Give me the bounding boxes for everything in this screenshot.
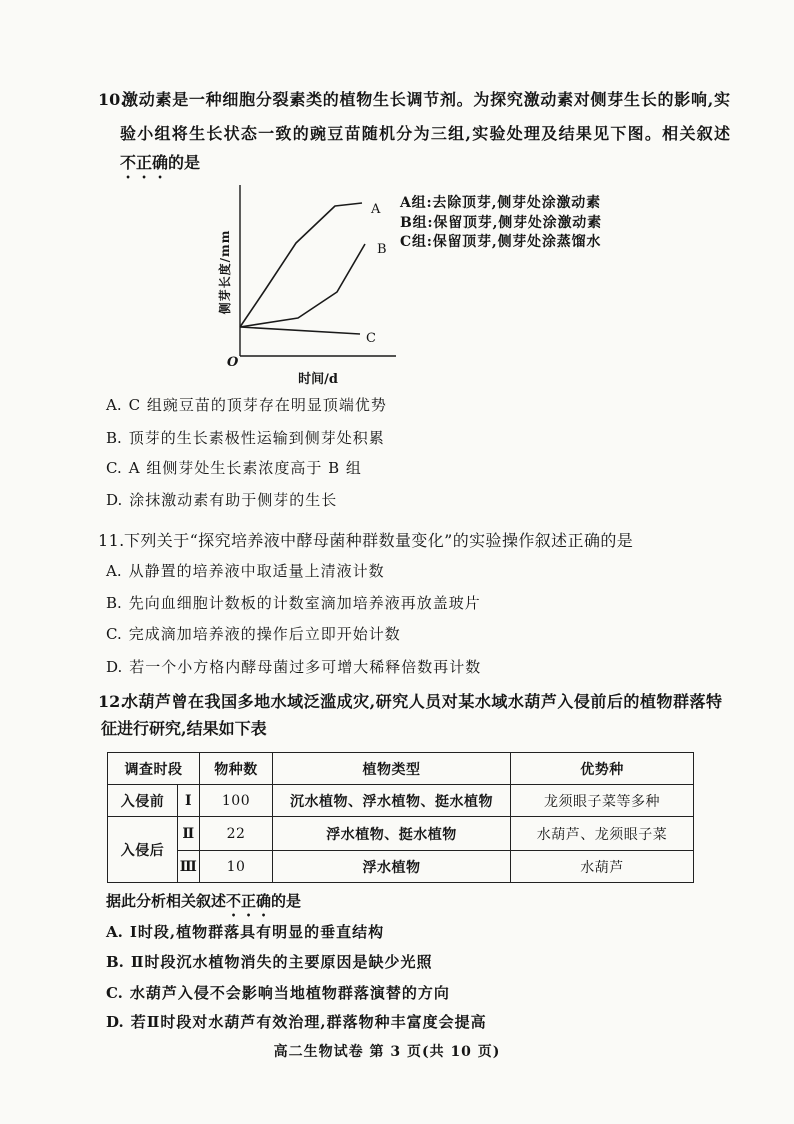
- q10-option-c: [106, 458, 362, 478]
- option-label: C.: [106, 625, 122, 643]
- q10-option-b: [106, 428, 385, 448]
- option-text: Ⅱ时段沉水植物消失的主要原因是缺少光照: [130, 953, 433, 971]
- legend-group-c: C组:保留顶芽,侧芽处涂蒸馏水: [400, 234, 602, 250]
- option-label: B.: [106, 429, 122, 447]
- cell-phase: Ⅱ: [178, 817, 200, 851]
- option-text: C 组豌豆苗的顶芽存在明显顶端优势: [128, 396, 387, 414]
- option-text: 若Ⅱ时段对水葫芦有效治理,群落物种丰富度会提高: [130, 1013, 487, 1031]
- q11-stem: 下列关于“探究培养液中酵母菌种群数量变化”的实验操作叙述正确的是: [124, 531, 634, 550]
- option-text: 涂抹激动素有助于侧芽的生长: [129, 491, 338, 509]
- plant-community-table: [107, 752, 694, 883]
- option-label: A.: [106, 562, 122, 580]
- q12-emphasis-text: 不正确: [226, 892, 272, 910]
- header-dominant-species: 优势种: [511, 753, 694, 785]
- q10-option-d: [106, 490, 337, 510]
- option-label: A.: [106, 923, 123, 941]
- option-text: A 组侧芽处生长素浓度高于 B 组: [128, 459, 362, 477]
- q12-option-d: [106, 1012, 487, 1032]
- cell-plant-types: 沉水植物、浮水植物、挺水植物: [273, 785, 511, 817]
- cell-species-count: 10: [200, 851, 273, 883]
- q10-stem-line-1: 激动素是一种细胞分裂素类的植物生长调节剂。为探究激动素对侧芽生长的影响,实: [122, 90, 730, 109]
- option-label: D.: [106, 491, 123, 509]
- q10-stem-tail: 的是: [168, 153, 201, 172]
- legend-group-a: A组:去除顶芽,侧芽处涂激动素: [400, 195, 601, 211]
- curve-a-label: A: [371, 202, 381, 217]
- header-plant-types: 植物类型: [273, 753, 511, 785]
- q11-option-a: [106, 561, 385, 581]
- cell-plant-types: 浮水植物: [273, 851, 511, 883]
- option-label: B.: [106, 594, 122, 612]
- table-row: [108, 785, 694, 817]
- cell-dominant-species: 水葫芦、龙须眼子菜: [511, 817, 694, 851]
- cell-dominant-species: 龙须眼子菜等多种: [511, 785, 694, 817]
- q12-question-prefix: 据此分析相关叙述: [106, 892, 227, 910]
- option-text: 顶芽的生长素极性运输到侧芽处积累: [128, 429, 385, 447]
- legend-group-b: B组:保留顶芽,侧芽处涂激动素: [400, 215, 602, 231]
- q11-option-c: [106, 624, 401, 644]
- lateral-bud-length-chart: [200, 180, 400, 392]
- cell-species-count: 22: [200, 817, 273, 851]
- cell-phase: Ⅲ: [178, 851, 200, 883]
- cell-species-count: 100: [200, 785, 273, 817]
- option-label: B.: [106, 953, 124, 971]
- option-text: 从静置的培养液中取适量上清液计数: [128, 562, 385, 580]
- page-footer: 高二生物试卷 第 3 页(共 10 页): [273, 1044, 501, 1060]
- option-label: C.: [106, 459, 122, 477]
- option-text: Ⅰ时段,植物群落具有明显的垂直结构: [129, 923, 385, 941]
- q12-stem-line-1: 水葫芦曾在我国多地水域泛滥成灾,研究人员对某水域水葫芦入侵前后的植物群落特: [122, 692, 722, 711]
- q10-number: 10.: [98, 90, 126, 109]
- table-row: [108, 851, 694, 883]
- cell-dominant-species: 水葫芦: [511, 851, 694, 883]
- curve-b-label: B: [377, 242, 387, 257]
- cell-stage: 入侵前: [108, 785, 178, 817]
- curve-a: [240, 203, 362, 327]
- header-species-count: 物种数: [200, 753, 273, 785]
- option-text: 若一个小方格内酵母菌过多可增大稀释倍数再计数: [129, 658, 482, 676]
- q12-option-b: [106, 952, 433, 972]
- q10-emphasis-text: 不正确: [120, 153, 169, 172]
- q11-number: 11.: [98, 531, 125, 550]
- q12-stem-line-2: 征进行研究,结果如下表: [101, 719, 267, 738]
- option-label: A.: [106, 396, 122, 414]
- q11-option-b: [106, 593, 481, 613]
- q12-number: 12.: [98, 692, 126, 711]
- option-label: D.: [106, 1013, 124, 1031]
- y-axis-label: 侧芽长度/mm: [218, 229, 232, 315]
- q10-option-a: [106, 395, 387, 415]
- q12-question-tail: 的是: [271, 892, 302, 910]
- option-text: 先向血细胞计数板的计数室滴加培养液再放盖玻片: [128, 594, 481, 612]
- q12-option-c: [106, 983, 450, 1003]
- header-survey-period: 调查时段: [108, 753, 200, 785]
- option-label: C.: [106, 984, 123, 1002]
- q10-stem-line-3: [120, 153, 200, 182]
- cell-stage: 入侵后: [108, 817, 178, 883]
- curve-c-label: C: [366, 331, 376, 346]
- option-text: 完成滴加培养液的操作后立即开始计数: [128, 625, 401, 643]
- origin-label: O: [227, 355, 239, 370]
- curve-c: [240, 327, 360, 334]
- q11-option-d: [106, 657, 481, 677]
- x-axis-label: 时间/d: [298, 372, 338, 387]
- curve-b: [240, 244, 365, 327]
- cell-plant-types: 浮水植物、挺水植物: [273, 817, 511, 851]
- option-label: D.: [106, 658, 123, 676]
- table-row: [108, 817, 694, 851]
- table-header-row: [108, 753, 694, 785]
- q12-question: [106, 891, 301, 920]
- cell-phase: Ⅰ: [178, 785, 200, 817]
- option-text: 水葫芦入侵不会影响当地植物群落演替的方向: [129, 984, 450, 1002]
- q12-option-a: [106, 922, 384, 942]
- q10-stem-line-2: 验小组将生长状态一致的豌豆苗随机分为三组,实验处理及结果见下图。相关叙述: [120, 124, 730, 143]
